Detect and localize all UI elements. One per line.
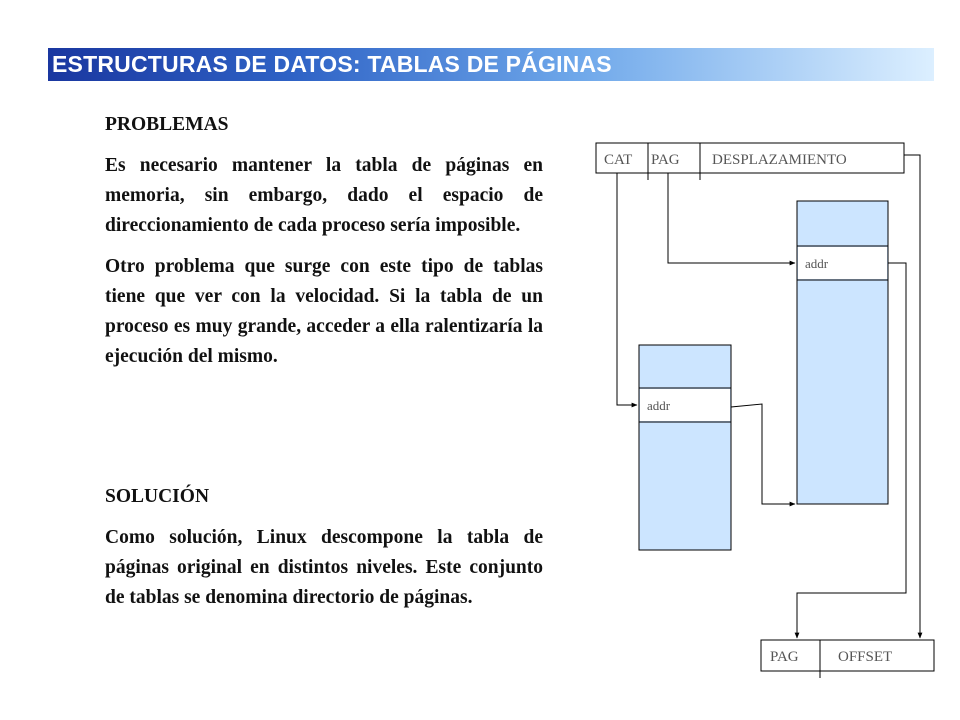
arrow-cat-to-directory <box>617 173 637 405</box>
problemas-paragraph-2: Otro problema que surge con este tipo de tablas tiene que ver con la velocidad. Si la tabla de un proceso es muy grande, acceder a ella ralentizaría la ejecución del mismo. <box>105 256 543 367</box>
page-table <box>797 201 888 504</box>
field-cat: CAT <box>604 152 633 168</box>
arrow-directory-to-page-table <box>731 404 795 504</box>
field-bottom-pag: PAG <box>770 649 799 665</box>
page-table-entry-addr: addr <box>805 256 829 271</box>
arrow-pag-to-page-table <box>668 173 795 263</box>
field-pag: PAG <box>651 152 680 168</box>
solucion-heading: SOLUCIÓN <box>105 486 210 507</box>
directory-table <box>639 345 731 550</box>
slide-title: ESTRUCTURAS DE DATOS: TABLAS DE PÁGINAS <box>52 51 612 77</box>
physical-address-box <box>761 640 934 678</box>
field-offset: OFFSET <box>838 649 893 665</box>
solucion-paragraph: Como solución, Linux descompone la tabla de páginas original en distintos niveles. Este conjunto de tablas se denomina directorio de páginas. <box>105 527 543 608</box>
field-desplazamiento: DESPLAZAMIENTO <box>712 152 847 168</box>
directory-entry-addr: addr <box>647 398 671 413</box>
linear-address-box <box>596 143 904 180</box>
problemas-heading: PROBLEMAS <box>105 114 229 135</box>
problemas-paragraph-1: Es necesario mantener la tabla de páginas en memoria, sin embargo, dado el espacio de direccionamiento de cada proceso sería imposible. <box>105 155 543 236</box>
